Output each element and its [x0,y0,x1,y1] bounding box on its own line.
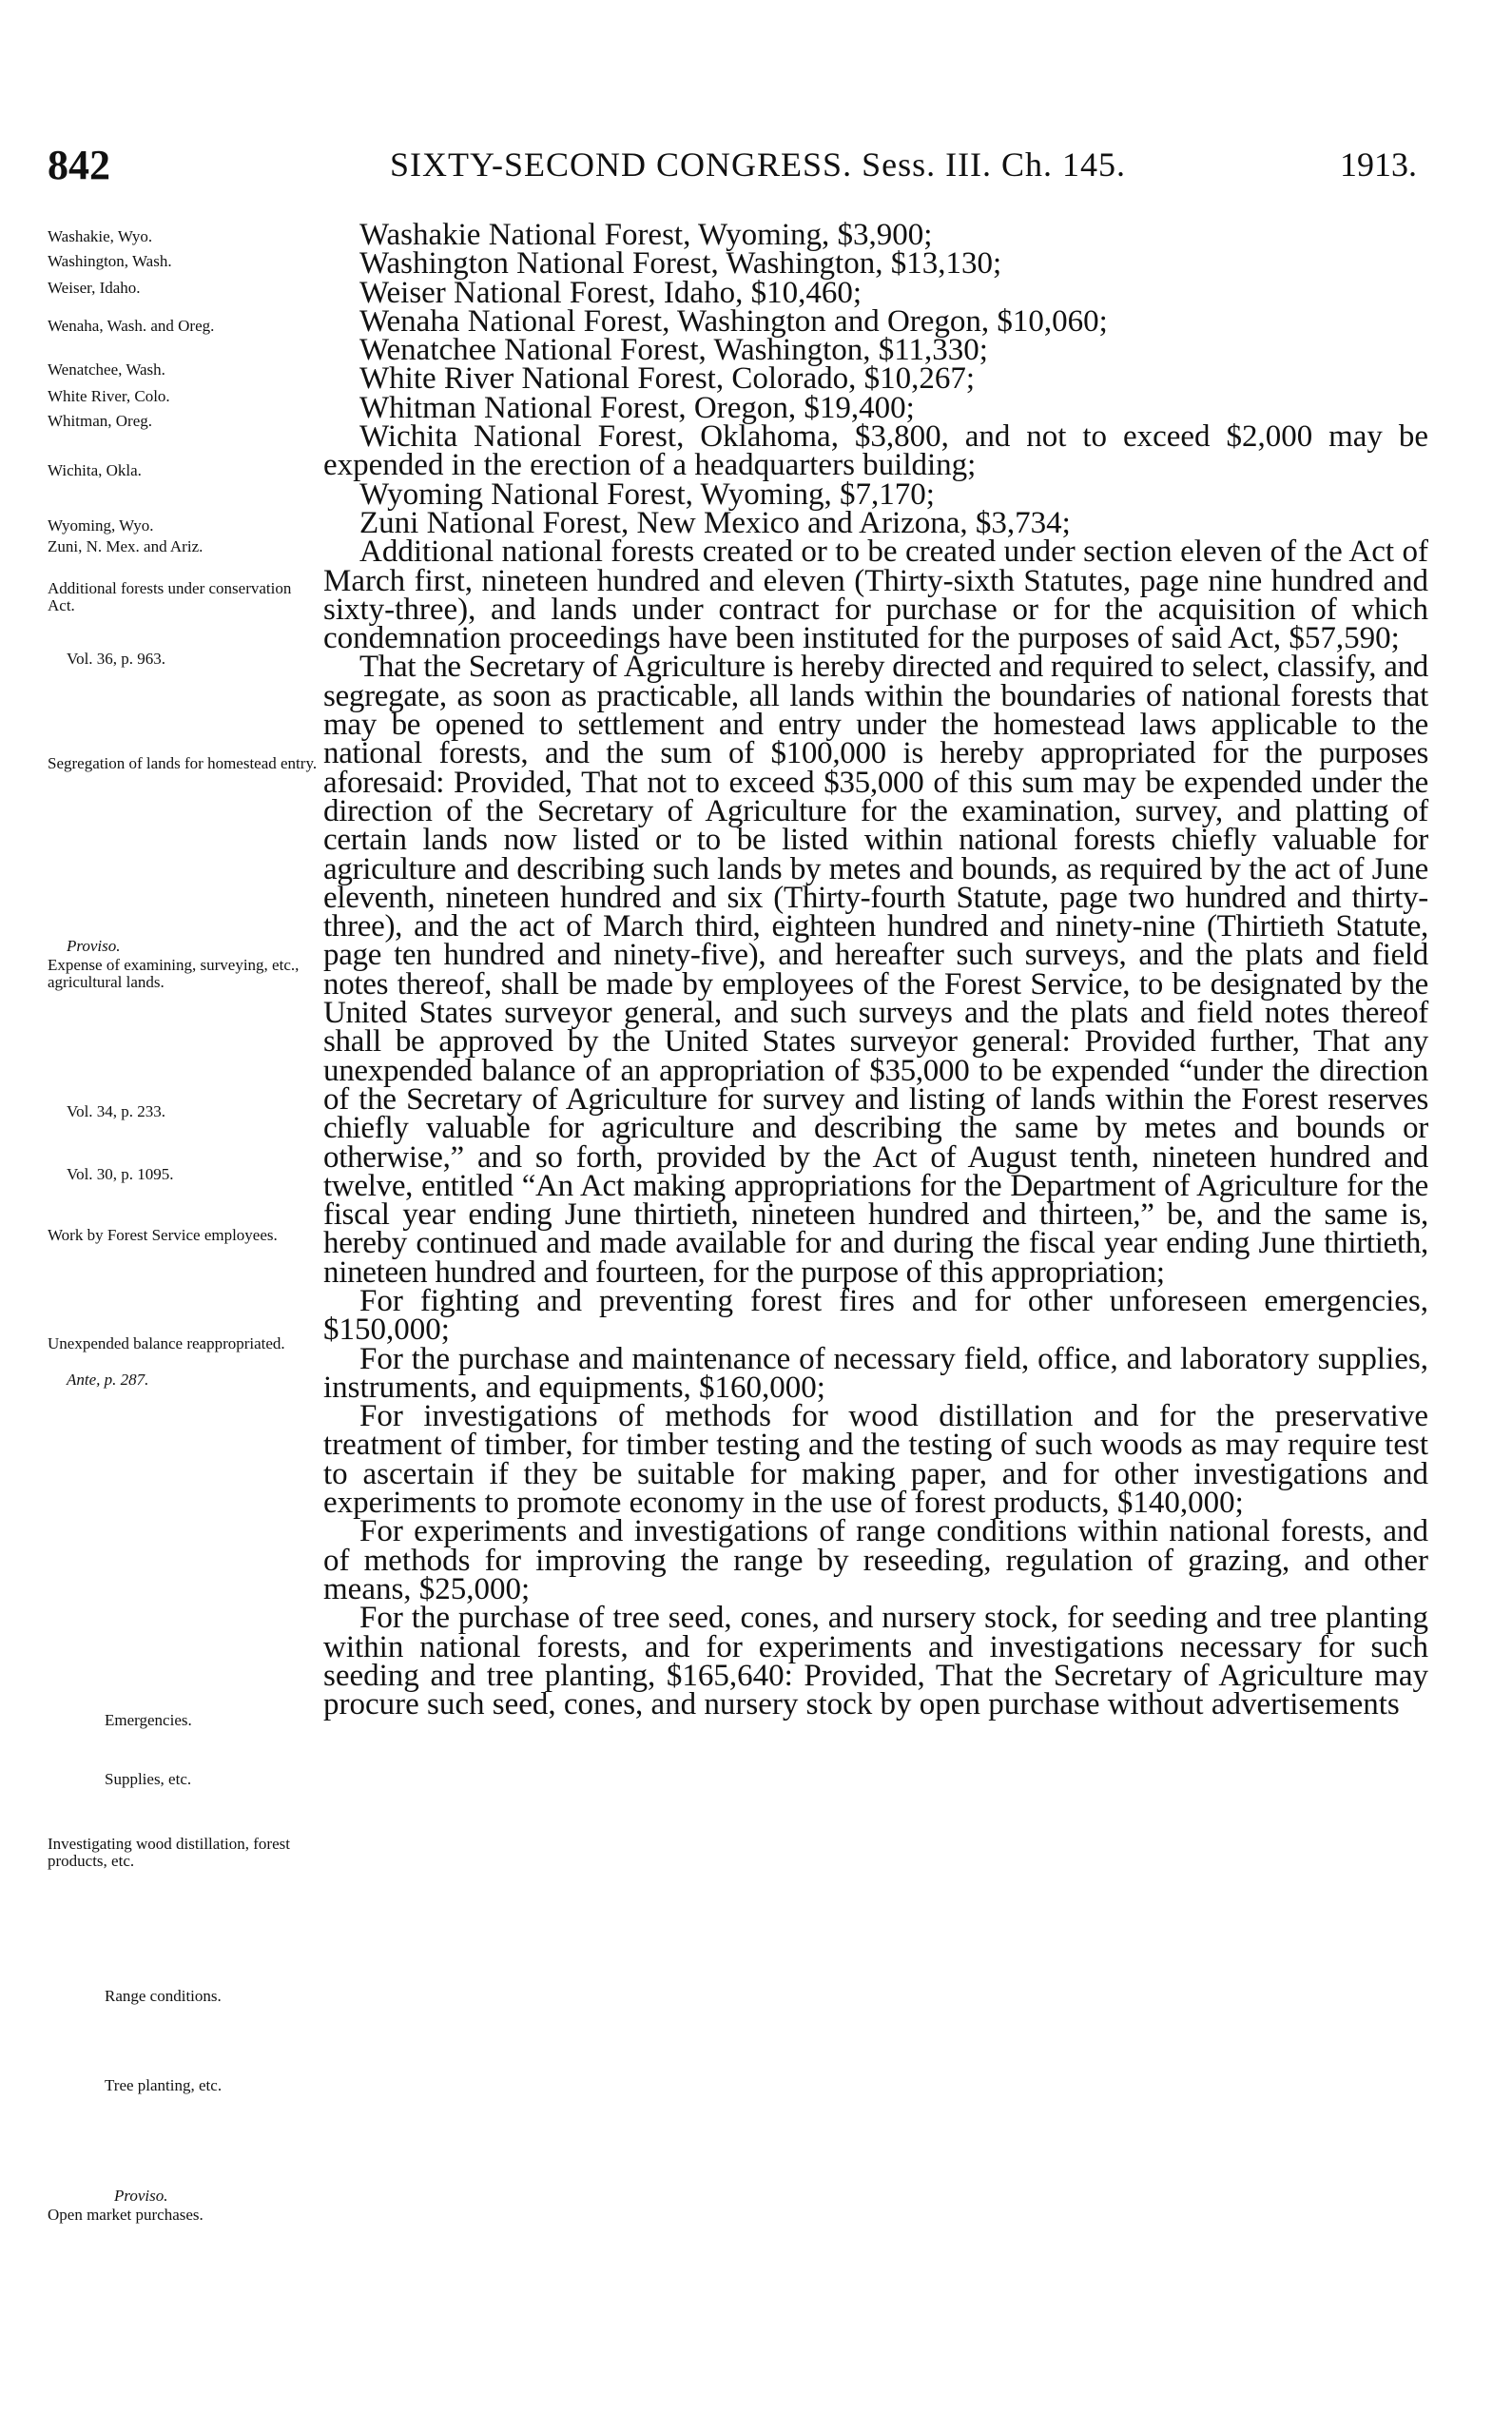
margin-note: Weiser, Idaho. [48,279,141,297]
proviso-label: Proviso. [67,937,121,955]
appropriation-item: Washington National Forest, Washington, $13,130; [359,246,1002,282]
margin-note: Work by Forest Service employees. [48,1226,278,1244]
margin-note: White River, Colo. [48,387,170,405]
margin-note: Wenatchee, Wash. [48,360,165,379]
appropriation-item: Weiser National Forest, Idaho, $10,460; [359,275,862,310]
margin-note [67,1371,352,1389]
page-number: 842 [48,142,110,188]
margin-note: Washakie, Wyo. [48,227,153,245]
margin-note [114,2188,399,2205]
margin-note: Range conditions. [105,1987,222,2005]
margin-note: Vol. 30, p. 1095. [67,1165,174,1183]
margin-note [67,938,352,955]
appropriation-item: Whitman National Forest, Oregon, $19,400; [359,390,915,425]
margin-note: Segregation of lands for homestead entry. [48,754,318,772]
margin-note: Wyoming, Wyo. [48,516,154,535]
appropriation-paragraph: For the purchase of tree seed, cones, and nursery stock, for seeding and tree planting within national forests, and for experiments and investigations necessary for such seeding and tree planting, $165,640: Provided, That the Secretary of Agriculture may procure such seed, cones, and nursery stock by open purchase without advertisements [323,1601,1428,1722]
appropriation-item: White River National Forest, Colorado, $10,267; [359,361,976,397]
appropriation-item: Zuni National Forest, New Mexico and Arizona, $3,734; [359,505,1071,540]
statute-text [323,218,1428,1722]
appropriation-paragraph: For investigations of methods for wood distillation and for the preservative treatment of timber, for timber testing and the testing of such woods as may require test to ascertain if they be suitable for making paper, and for other investigations and experiments to promote economy in the use of forest products, $140,000; [323,1399,1428,1521]
margin-note: Additional forests under conservation Act. [48,579,292,614]
appropriation-item: Wyoming National Forest, Wyoming, $7,170; [359,477,935,512]
appropriation-paragraph: For fighting and preventing forest fires and for other unforeseen emergencies, $150,000; [323,1283,1428,1348]
margin-note: Supplies, etc. [105,1770,192,1788]
appropriation-item: Wenaha National Forest, Washington and Oregon, $10,060; [359,303,1108,339]
margin-note: Vol. 36, p. 963. [67,650,166,668]
margin-note: Open market purchases. [48,2206,204,2224]
appropriation-item: Wenatchee National Forest, Washington, $11,330; [359,333,988,368]
margin-note: Tree planting, etc. [105,2076,223,2094]
margin-note: Wichita, Okla. [48,461,142,479]
running-year: 1913. [1340,146,1417,184]
margin-note: Whitman, Oreg. [48,412,152,430]
margin-note: Expense of examining, surveying, etc., agricultural lands. [48,956,300,991]
margin-note: Zuni, N. Mex. and Ariz. [48,537,204,555]
margin-note: Wenaha, Wash. and Oreg. [48,317,215,335]
margin-note: Emergencies. [105,1711,192,1729]
margin-note: Washington, Wash. [48,252,172,270]
appropriation-paragraph: For the purchase and maintenance of necessary field, office, and laboratory supplies, instruments, and equipments, $160,000; [323,1341,1428,1405]
appropriation-paragraph: For experiments and investigations of range conditions within national forests, and of methods for improving the range by reseeding, regulation of grazing, and other means, $25,000; [323,1514,1428,1606]
margin-note: Investigating wood distillation, forest products, etc. [48,1835,290,1870]
proviso-label: Proviso. [114,2187,168,2205]
ante-reference: Ante, p. 287. [67,1371,149,1389]
appropriation-paragraph: Additional national forests created or to be created under section eleven of the Act of March first, nineteen hundred and eleven (Thirty-sixth Statutes, page nine hundred and sixty-three), and lands under contract for purchase or for the acquisition of which condemnation proceedings have been instituted for the purposes of said Act, $57,590; [323,535,1428,656]
margin-note: Unexpended balance reappropriated. [48,1334,285,1352]
running-head: SIXTY-SECOND CONGRESS. Sess. III. Ch. 145. [390,146,1127,184]
page-header [48,141,1417,194]
margin-note: Vol. 34, p. 233. [67,1102,166,1120]
appropriation-paragraph: That the Secretary of Agriculture is hereby directed and required to select, classify, and segregate, as soon as practicable, all lands within the boundaries of national forests that may be opened to settlement and entry under the homestead laws applicable to the national forests, and the sum of $100,000 is hereby appropriated for the purposes aforesaid: Provided, That not to exceed $35,000 of this sum may be expended under the direction of the Secretary of Agriculture for the examination, survey, and platting of certain lands now listed or to be listed within national forests chiefly valuable for agriculture and describing such lands by metes and bounds, as required by the act of June eleventh, nineteen hundred and six (Thirty-fourth Statute, page two hundred and thirty-three), and the act of March third, eighteen hundred and ninety-nine (Thirtieth Statute, page ten hundred and ninety-five), and hereafter such surveys, and the plats and field notes thereof, shall be made by employees of the Forest Service, to be designated by the United States surveyor general, and such surveys and the plats and field notes thereof shall be approved by the United States surveyor general: Provided further, That any unexpended balance of an appropriation of $35,000 to be expended “under the direction of the Secretary of Agriculture for survey and listing of lands within the Forest reserves chiefly valuable for agriculture and describing the same by metes and bounds or otherwise,” and so forth, provided by the Act of August tenth, nineteen hundred and twelve, entitled “An Act making appropriations for the Department of Agriculture for the fiscal year ending June thirtieth, nineteen hundred and thirteen,” be, and the same is, hereby continued and made available for and during the fiscal year ending June thirtieth, nineteen hundred and fourteen, for the purpose of this appropriation; [323,650,1428,1290]
appropriation-item: Wichita National Forest, Oklahoma, $3,800, and not to exceed $2,000 may be expended in the erection of a headquarters building; [323,419,1428,483]
appropriation-item: Washakie National Forest, Wyoming, $3,900; [359,218,933,252]
